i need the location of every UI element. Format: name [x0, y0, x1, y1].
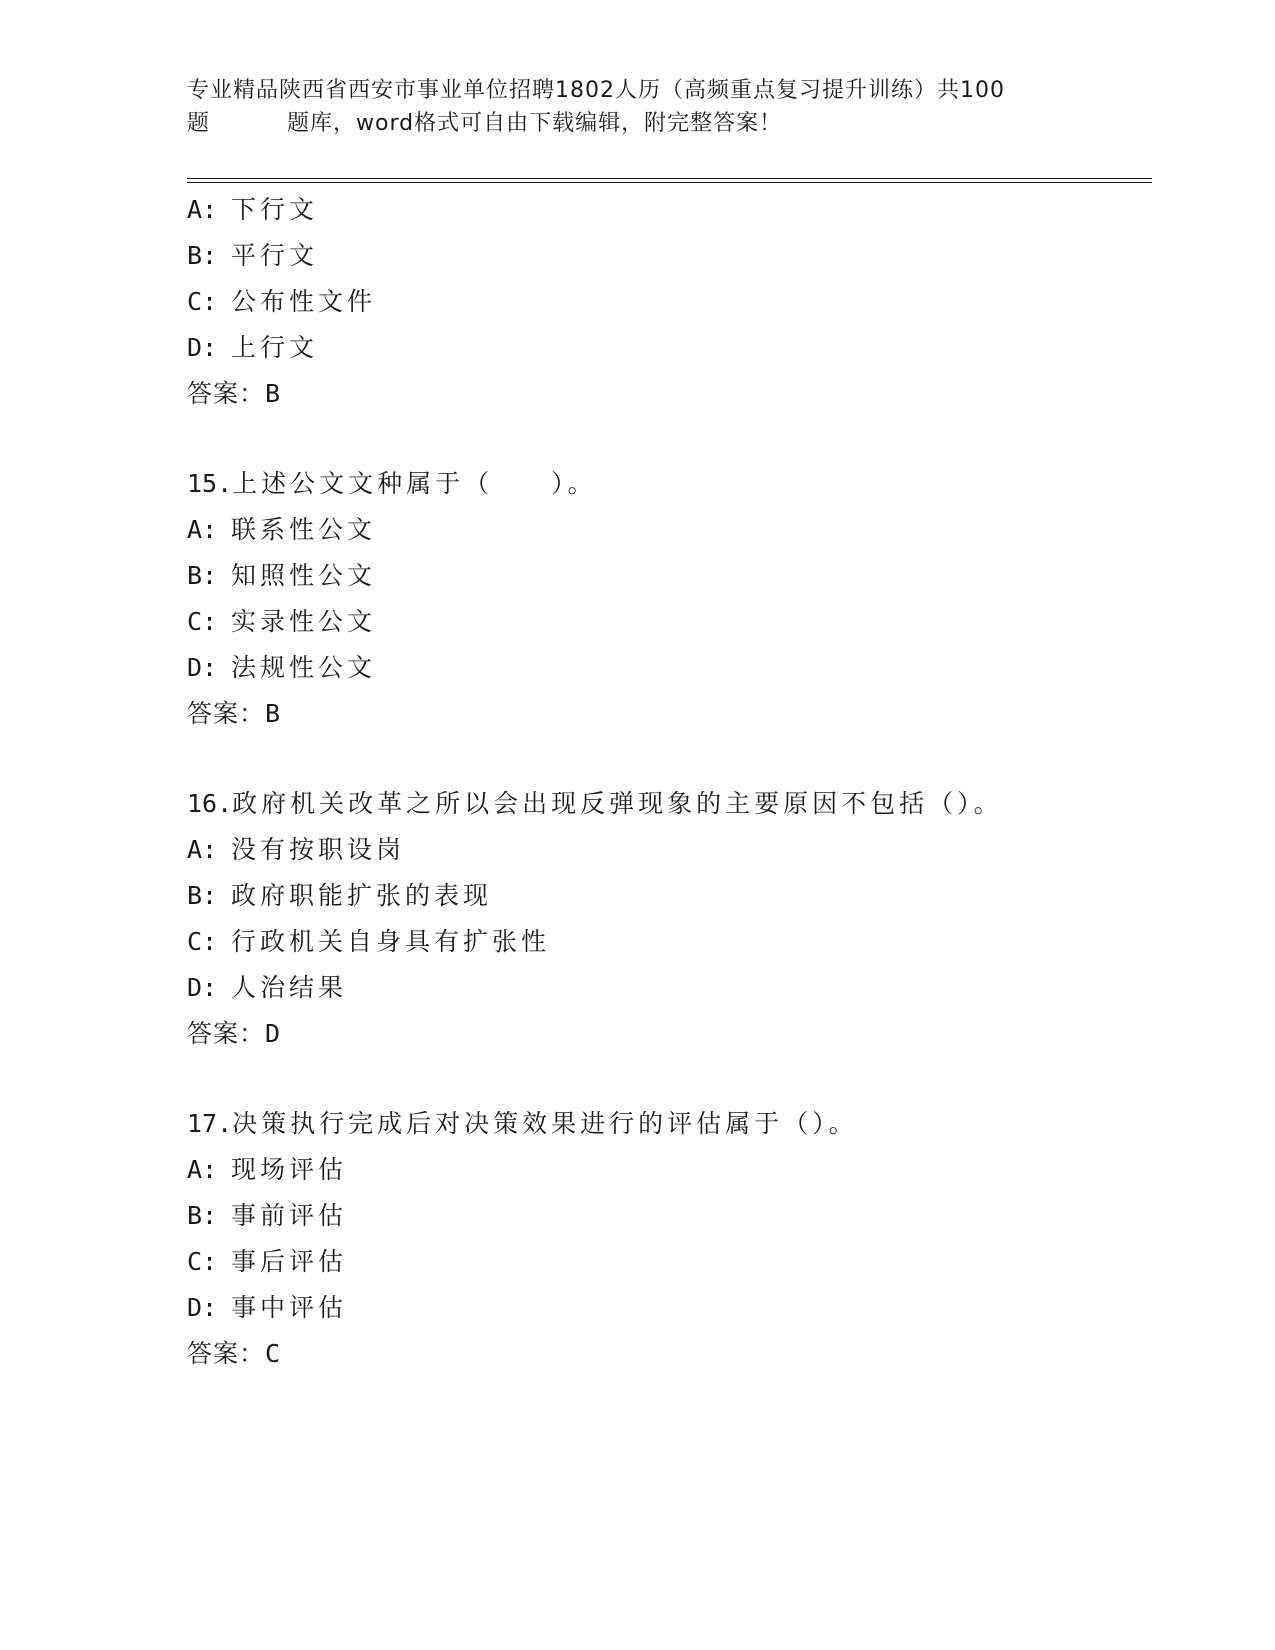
answer-label: 答案：	[187, 379, 266, 408]
option-letter: A:	[187, 195, 218, 224]
header-line-1: 专业精品陕西省西安市事业单位招聘1802人历（高频重点复习提升训练）共100	[187, 78, 1005, 103]
header-line-2-rest: 题库，word格式可自由下载编辑，附完整答案！	[287, 111, 783, 136]
question-stem	[187, 781, 1137, 827]
option-a	[187, 187, 1137, 233]
option-text: 现场评估	[231, 1155, 348, 1184]
option-letter: B:	[187, 881, 218, 910]
option-d	[187, 1285, 1137, 1331]
question-block-17	[187, 1101, 1137, 1377]
option-text: 实录性公文	[231, 607, 377, 636]
option-a	[187, 507, 1137, 553]
question-block-15	[187, 461, 1137, 737]
question-number: 15.	[187, 469, 233, 498]
option-d	[187, 965, 1137, 1011]
option-letter: D:	[187, 973, 218, 1002]
header-line-2-lead: 题	[187, 111, 211, 136]
question-stem	[187, 461, 1137, 507]
option-letter: C:	[187, 607, 218, 636]
option-b	[187, 233, 1137, 279]
answer-value: C	[265, 1339, 282, 1368]
option-a	[187, 1147, 1137, 1193]
option-text: 知照性公文	[231, 561, 377, 590]
option-text: 平行文	[231, 241, 319, 270]
answer-line	[187, 1011, 1137, 1057]
option-text: 下行文	[231, 195, 319, 224]
option-a	[187, 827, 1137, 873]
option-letter: D:	[187, 653, 218, 682]
option-text: 政府职能扩张的表现	[231, 881, 493, 910]
option-c	[187, 919, 1137, 965]
option-text: 事前评估	[231, 1201, 348, 1230]
question-stem	[187, 1101, 1137, 1147]
option-letter: C:	[187, 1247, 218, 1276]
question-number: 16.	[187, 789, 233, 818]
option-letter: A:	[187, 1155, 218, 1184]
answer-label: 答案：	[187, 1339, 266, 1368]
option-c	[187, 599, 1137, 645]
option-text: 没有按职设岗	[231, 835, 406, 864]
option-text: 事后评估	[231, 1247, 348, 1276]
header-rule-top	[187, 178, 1152, 179]
option-letter: B:	[187, 1201, 218, 1230]
option-text: 事中评估	[231, 1293, 348, 1322]
question-block-16	[187, 781, 1137, 1057]
question-text: 决策执行完成后对决策效果进行的评估属于（）。	[232, 1109, 858, 1138]
spacer	[187, 1057, 1137, 1101]
spacer	[187, 417, 1137, 461]
option-c	[187, 279, 1137, 325]
option-letter: A:	[187, 515, 218, 544]
answer-label: 答案：	[187, 699, 266, 728]
option-letter: D:	[187, 333, 218, 362]
option-text: 上行文	[231, 333, 319, 362]
option-letter: B:	[187, 561, 218, 590]
spacer	[187, 737, 1137, 781]
question-list	[187, 187, 1137, 1377]
option-d	[187, 645, 1137, 691]
question-block-continued	[187, 187, 1137, 417]
question-text: 上述公文文种属于（ ）。	[232, 469, 597, 498]
question-number: 17.	[187, 1109, 233, 1138]
option-letter: A:	[187, 835, 218, 864]
option-b	[187, 553, 1137, 599]
answer-value: B	[265, 699, 282, 728]
header-line-2	[187, 107, 1087, 140]
option-text: 公布性文件	[231, 287, 377, 316]
header-rule-bottom	[187, 182, 1152, 183]
answer-value: D	[265, 1019, 282, 1048]
option-letter: C:	[187, 927, 218, 956]
option-text: 联系性公文	[231, 515, 377, 544]
option-letter: D:	[187, 1293, 218, 1322]
answer-line	[187, 371, 1137, 417]
option-c	[187, 1239, 1137, 1285]
option-text: 人治结果	[231, 973, 348, 1002]
option-text: 法规性公文	[231, 653, 377, 682]
answer-label: 答案：	[187, 1019, 266, 1048]
option-letter: B:	[187, 241, 218, 270]
option-letter: C:	[187, 287, 218, 316]
answer-value: B	[265, 379, 282, 408]
option-text: 行政机关自身具有扩张性	[231, 927, 551, 956]
option-b	[187, 1193, 1137, 1239]
question-text: 政府机关改革之所以会出现反弹现象的主要原因不包括（）。	[232, 789, 1003, 818]
option-b	[187, 873, 1137, 919]
option-d	[187, 325, 1137, 371]
answer-line	[187, 1331, 1137, 1377]
document-header	[187, 74, 1087, 140]
answer-line	[187, 691, 1137, 737]
